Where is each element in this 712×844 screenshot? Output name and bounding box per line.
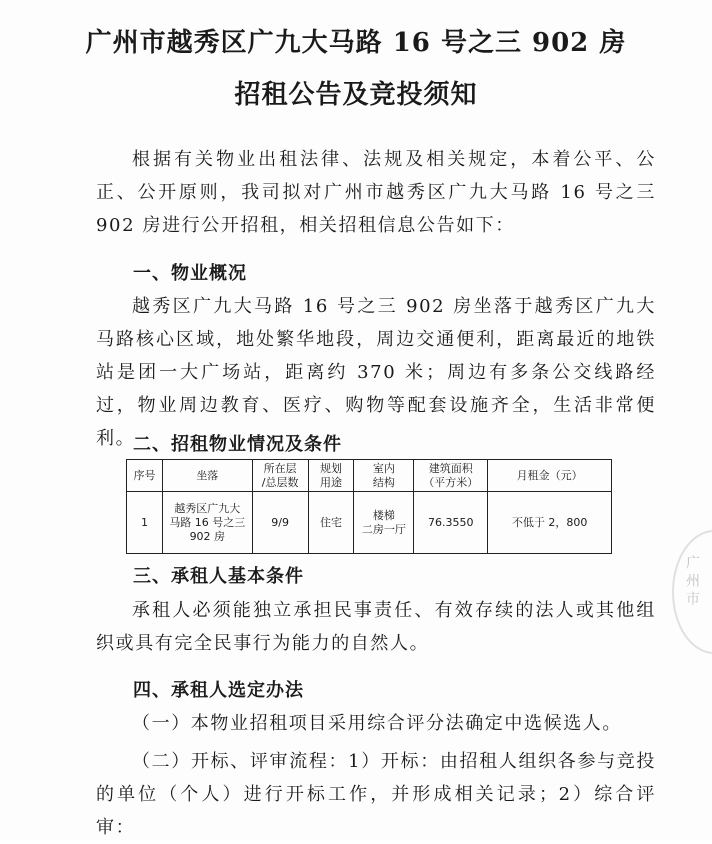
- cell-location: 越秀区广九大 马路 16 号之三 902 房: [162, 492, 252, 554]
- table-header-row: [127, 460, 612, 492]
- header-no: 序号: [127, 460, 163, 492]
- header-structure: 室内 结构: [354, 460, 414, 492]
- cell-structure: 楼梯 二房一厅: [354, 492, 414, 554]
- cell-floor: 9/9: [252, 492, 308, 554]
- section-4-heading: 四、承租人选定办法: [133, 680, 304, 701]
- section-1-heading: 一、物业概况: [133, 263, 247, 284]
- seal-stamp-text: 广州市: [684, 555, 700, 609]
- section-3-heading: 三、承租人基本条件: [133, 566, 304, 587]
- header-location: 坐落: [162, 460, 252, 492]
- section-3-body: 承租人必须能独立承担民事责任、有效存续的法人或其他组织或具有完全民事行为能力的自然人。: [96, 600, 656, 654]
- title-line-2: 招租公告及竞投须知: [234, 80, 478, 110]
- table-row: [127, 492, 612, 554]
- intro-paragraph: 根据有关物业出租法律、法规及相关规定，本着公平、公正、公开原则，我司拟对广州市越秀区广九大马路 16 号之三 902 房进行公开招租，相关招租信息公告如下：: [96, 149, 656, 236]
- header-floor: 所在层 /总层数: [252, 460, 308, 492]
- title-line-1: 广州市越秀区广九大马路 16 号之三 902 房: [85, 28, 627, 58]
- header-area: 建筑面积 （平方米）: [414, 460, 488, 492]
- property-table: [126, 459, 612, 554]
- section-4-item-1: （一）本物业招租项目采用综合评分法确定中选候选人。: [132, 713, 622, 734]
- cell-rent: 不低于 2，800: [488, 492, 612, 554]
- section-4-item-2: （二）开标、评审流程：1）开标：由招租人组织各参与竞投的单位（个人）进行开标工作，并形成相关记录；2）综合评审：: [96, 751, 656, 838]
- cell-use: 住宅: [308, 492, 354, 554]
- cell-no: 1: [127, 492, 163, 554]
- section-1-body: 越秀区广九大马路 16 号之三 902 房坐落于越秀区广九大马路核心区域，地处繁华地段，周边交通便利，距离最近的地铁站是团一大广场站，距离约 370 米；周边有多条公交线路经过，物业周边教育、医疗、购物等配套设施齐全，生活非常便利。: [96, 296, 656, 449]
- cell-area: 76.3550: [414, 492, 488, 554]
- header-rent: 月租金（元）: [488, 460, 612, 492]
- section-2-heading: 二、招租物业情况及条件: [133, 434, 342, 455]
- header-use: 规划 用途: [308, 460, 354, 492]
